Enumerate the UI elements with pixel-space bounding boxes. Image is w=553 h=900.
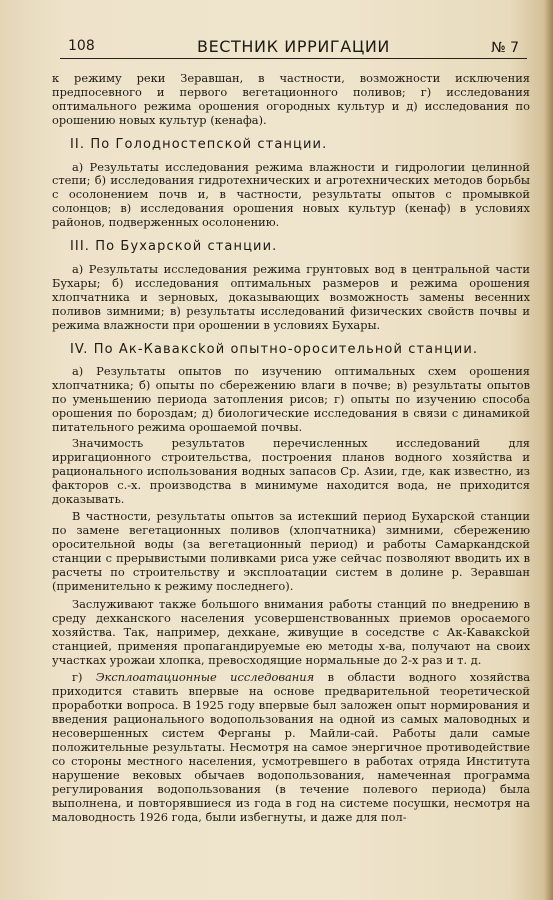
- list-marker: г): [72, 670, 96, 685]
- paragraph-golodnaya-results: а) Результаты исследования режима влажности и гидрологии целинной степи; б) исследования гидротехнических и агротехнических методов борьбы с осолонением почв и, в частности, результаты опытов с промывкой солонцов; в) исследования орошения новых культур (кенаф) в условиях районов, подверженных осолонению.: [52, 159, 530, 230]
- paragraph-bukhara-results: а) Результаты исследования режима грунтовых вод в центральной части Бухары; б) исследования оптимальных размеров и режима орошения хлопчатника и зерновых, доказывающих возможность замены весенних поливов зимними; в) результаты исследований физических свойств почвы и режима влажности при орошении в условиях Бухары.: [52, 261, 530, 332]
- issue-number: № 7: [491, 40, 519, 56]
- page-edge-shadow: [544, 0, 553, 900]
- paragraph-significance: Значимость результатов перечисленных исследований для ирригационного строительства, построения планов водного хозяйства и рационального использования водных запасов Ср. Азии, где, как известно, из факторов с.-х. производства в минимуме находится вода, не приходится доказывать.: [52, 435, 530, 506]
- section-heading-ak-kavak: IV. По Ак-Каваксkой опытно-оросительной станции.: [70, 341, 479, 357]
- paragraph-dekhkan-methods: Заслуживают также большого внимания работы станций по внедрению в среду дехканского населения усовершенствованных приемов оросаемого хозяйства. Так, например, дехкане, живущие в соседстве с Ак-Каваксkой станцией, применяя пропагандируемые ею методы х-ва, получают на своих участках урожаи хлопка, превосходящие нормальные до 2-х раз и т. д.: [52, 596, 530, 667]
- paragraph-bukhara-station-results: В частности, результаты опытов за истекший период Бухарской станции по замене вегетационных поливов (хлопчатника) зимними, сбережению оросительной воды (за вегетационный период) и работы Самаркандской станции с прерывистыми поливками риса уже сейчас позволяют вводить их в расчеты по строительству и эксплоатации систем в долине р. Зеравшан (применительно к режиму последнего).: [52, 509, 530, 593]
- paragraph-continuation: к режиму реки Зеравшан, в частности, возможности исключения предпосевного и первого вегетационного поливов; г) исследования оптимального режима орошения огородных культур и д) исследования по орошению новых культур (кенафа).: [52, 71, 530, 127]
- article-body: [52, 72, 530, 824]
- page-number: 108: [68, 38, 95, 54]
- journal-title: ВЕСТНИК ИРРИГАЦИИ: [197, 37, 390, 56]
- paragraph-ak-kavak-results: а) Результаты опытов по изучению оптимальных схем орошения хлопчатника; б) опыты по сбережению влаги в почве; в) результаты опытов по уменьшению периода затопления рисов; г) опыты по изучению способа орошения по бороздам; д) биологические исследования в связи с динамикой питательного режима орошаемой почвы.: [52, 364, 530, 435]
- emphasis-term: Эксплоатационные исследования: [95, 670, 315, 685]
- section-heading-bukhara: III. По Бухарской станции.: [70, 239, 278, 255]
- paragraph-text: в области водного хозяйства приходится ставить впервые на основе предварительной теоретической проработки вопроса. В 1925 году впервые был заложен опыт нормирования и введения рационального водопользования на одной из самых маловодных и несовершенных систем Ферганы р. Майли-сай. Работы дали самые положительные результаты. Несмотря на самое энергичное противодействие со стороны местного населения, усмотревшего в работах отряда Института нарушение вековых обычаев водопользования, намеченная программа регулирования водопользования (в течение полевого периода) была выполнена, и повторявшиеся из года в год на системе посушки, несмотря на маловодность 1926 года, были избегнуты, и даже для пол-: [52, 670, 530, 824]
- section-heading-golodnaya-steppe: II. По Голодностепской станции.: [70, 136, 328, 152]
- paragraph-exploitation-research: [52, 671, 530, 824]
- running-header: [60, 36, 527, 59]
